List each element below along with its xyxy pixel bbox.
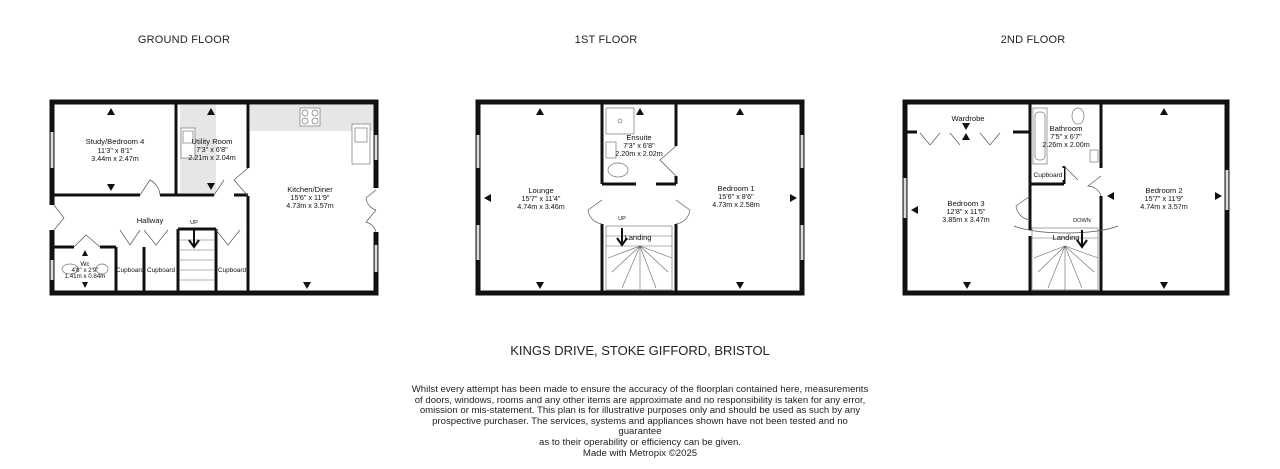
kitchen-metric: 4.73m x 3.57m — [286, 201, 334, 210]
bathroom-name: Bathroom — [1049, 124, 1083, 133]
ground-floor-plan — [51, 102, 377, 293]
lounge-metric: 4.74m x 3.46m — [517, 202, 565, 211]
first-landing-name: Landing — [624, 233, 652, 242]
bedroom1-metric: 4.73m x 2.58m — [712, 200, 760, 209]
bathroom-metric: 2.26m x 2.00m — [1042, 140, 1090, 149]
kitchen-name: Kitchen/Diner — [287, 185, 333, 194]
disclaimer-line: omission or mis-statement. This plan is for illustrative purposes only and should be used as such by any — [419, 405, 861, 417]
bedroom1-name: Bedroom 1 — [717, 184, 755, 193]
study-imperial: 11'3" x 8'1" — [97, 146, 133, 155]
second-floor-title: 2ND FLOOR — [1000, 34, 1066, 46]
ground-up-label: UP — [190, 220, 198, 226]
first-floor-title: 1ST FLOOR — [574, 34, 638, 46]
disclaimer-line: Whilst every attempt has been made to ensure the accuracy of the floorplan contained here, measurements — [411, 384, 869, 395]
ground-stairs — [180, 240, 214, 280]
cupboard-label-1: Cupboard — [115, 267, 145, 274]
bedroom3-metric: 3.85m x 3.47m — [942, 215, 990, 224]
wardrobe-name: Wardrobe — [951, 114, 985, 123]
stairs-arrow — [189, 230, 199, 247]
wc-metric: 1.41m x 0.84m — [64, 273, 106, 280]
lounge-name: Lounge — [528, 186, 554, 195]
bedroom2-imperial: 15'7" x 11'9" — [1144, 194, 1184, 203]
bathroom-imperial: 7'5" x 6'7" — [1050, 132, 1082, 141]
first-up-label: UP — [618, 216, 626, 222]
ensuite-name: Ensuite — [626, 133, 652, 142]
kitchen-imperial: 15'6" x 11'9" — [290, 193, 330, 202]
disclaimer-line: of doors, windows, rooms and any other items are approximate and no responsibility is taken for any error, — [414, 394, 866, 406]
lounge-imperial: 15'7" x 11'4" — [521, 194, 561, 203]
disclaimer-credit: Made with Metropix ©2025 — [582, 447, 698, 459]
cupboard-label-2: Cupboard — [146, 267, 176, 274]
disclaimer-line: as to their operability or efficiency can be given. — [539, 436, 741, 448]
utility-imperial: 7'3" x 6'8" — [196, 145, 228, 154]
utility-name: Utility Room — [191, 137, 233, 146]
disclaimer-line: prospective purchaser. The services, systems and appliances shown have not been tested and no guarantee — [432, 415, 848, 438]
second-floor-plan — [904, 102, 1228, 293]
bedroom2-metric: 4.74m x 3.57m — [1140, 202, 1188, 211]
wc-imperial: 4'8" x 2'9" — [71, 267, 99, 274]
ensuite-imperial: 7'3" x 6'8" — [623, 141, 655, 150]
bedroom1-imperial: 15'6" x 8'6" — [718, 192, 754, 201]
ground-floor-title: GROUND FLOOR — [137, 34, 231, 46]
property-address: KINGS DRIVE, STOKE GIFFORD, BRISTOL — [510, 343, 770, 358]
bedroom2-name: Bedroom 2 — [1145, 186, 1183, 195]
bedroom3-imperial: 12'8" x 11'5" — [946, 207, 986, 216]
hallway-name: Hallway — [136, 216, 164, 225]
cupboard-label-3: Cupboard — [217, 267, 247, 274]
disclaimer — [410, 385, 870, 459]
utility-metric: 2.21m x 2.04m — [188, 153, 236, 162]
second-landing-name: Landing — [1052, 233, 1080, 242]
second-cupboard-label: Cupboard — [1033, 172, 1063, 179]
bedroom3-name: Bedroom 3 — [947, 199, 985, 208]
second-down-label: DOWN — [1073, 218, 1091, 224]
study-metric: 3.44m x 2.47m — [91, 154, 139, 163]
first-floor-plan — [477, 102, 803, 293]
wc-name: Wc — [80, 261, 90, 268]
ensuite-metric: 2.20m x 2.02m — [615, 149, 663, 158]
study-name: Study/Bedroom 4 — [85, 137, 145, 146]
